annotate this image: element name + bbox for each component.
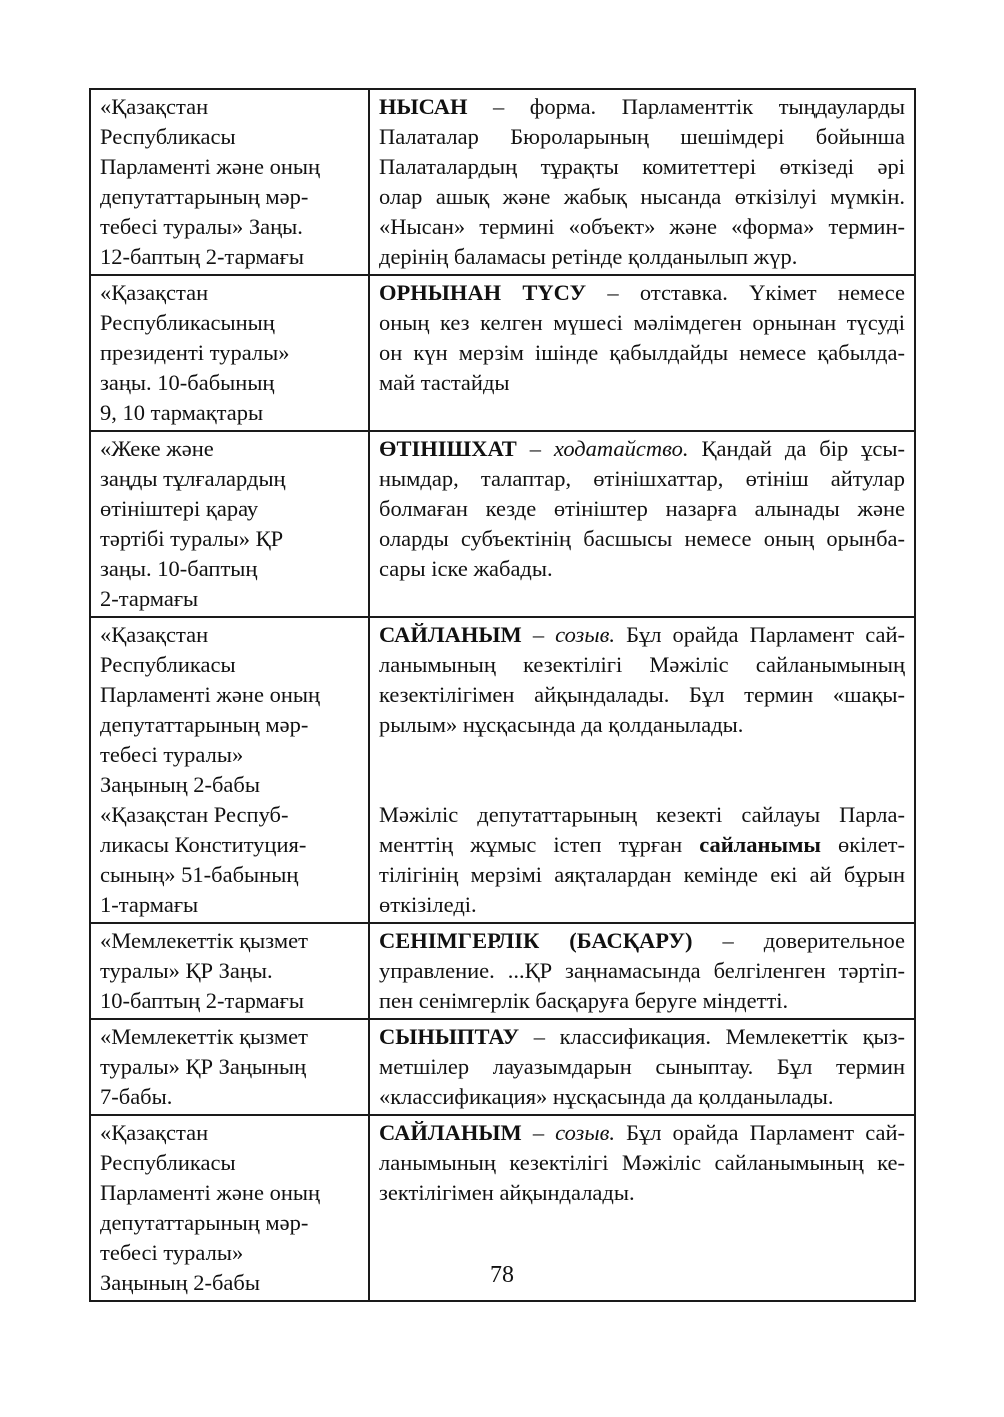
source-line: 10-баптың 2-тармағы (100, 988, 304, 1013)
definition-line: оларды субъектінің басшысы немесе оның орынба- (379, 526, 905, 551)
source-line: тебесі туралы» (100, 742, 244, 767)
dash: – (521, 1120, 556, 1145)
terms-table (89, 88, 916, 1302)
definition-line: ланымының кезектілігі Мәжіліс сайланымының ке- (379, 1150, 905, 1175)
term-heading: САЙЛАНЫМ (379, 622, 522, 647)
source-line: заңы. 10-бабының (100, 370, 275, 395)
term-heading: ӨТІНІШХАТ (379, 436, 517, 461)
source-line: депутаттарының мәр- (100, 712, 309, 737)
dash: – (692, 928, 764, 953)
definition-line: болмаған кезде өтініштер назарға алынады және (379, 496, 905, 521)
definition-line: он күн мерзім ішінде қабылдайды немесе қабылда- (379, 340, 905, 365)
source-line: Республикасы (100, 652, 236, 677)
table-row (90, 89, 915, 275)
page-number: 78 (490, 1262, 514, 1288)
term-heading: САЙЛАНЫМ (379, 1120, 522, 1145)
definition-line: тілігінің мерзімі аяқталардан кемінде екі ай бұрын (379, 862, 905, 887)
definition-line: олар ашық және жабық нысанда өткізілуі мүмкін. (379, 184, 905, 209)
definition-line: доверительное (763, 928, 906, 953)
source-line: Парламенті және оның (100, 154, 321, 179)
definition-cell (369, 923, 915, 1019)
definition-line: кезектілігімен айқындалады. Бұл термин «шақы- (379, 682, 905, 707)
source-line: «Қазақстан (100, 280, 209, 305)
source-line: Парламенті және оның (100, 682, 321, 707)
definition-line: ланымының кезектілігі Мәжіліс сайланымының (379, 652, 905, 677)
dash: – (521, 622, 556, 647)
definition-cell (369, 431, 915, 617)
source-line: туралы» ҚР Заңының (100, 1054, 307, 1079)
source-line: Республикасы (100, 124, 236, 149)
dash: – (467, 94, 530, 119)
source-line: 9, 10 тармақтары (100, 400, 264, 425)
dash: – (519, 1024, 560, 1049)
definition-cell (369, 1019, 915, 1115)
source-cell (90, 89, 369, 275)
source-line: «Қазақстан Респуб- (100, 802, 289, 827)
definition-line: дерінің баламасы ретінде қолданылып жүр. (379, 244, 798, 269)
table-row (90, 617, 915, 923)
definition-line: зектілігімен айқындалады. (379, 1180, 635, 1205)
source-line: «Қазақстан (100, 1120, 209, 1145)
definition-cell (369, 617, 915, 923)
term-heading: СЕНІМГЕРЛІК (БАСҚАРУ) (379, 928, 693, 953)
source-cell (90, 431, 369, 617)
source-line: 2-тармағы (100, 586, 199, 611)
source-line: Парламенті және оның (100, 1180, 321, 1205)
definition-line: өкілет- (838, 832, 906, 857)
definition-line: отставка. Үкімет немесе (639, 280, 905, 305)
table-row (90, 1019, 915, 1115)
definition-line: управление. ...ҚР заңнамасында белгіленген тәртіп- (379, 958, 905, 983)
source-line: сының» 51-бабының (100, 862, 299, 887)
source-line: заңды тұлғалардың (100, 466, 286, 491)
russian-equivalent: созыв. (555, 622, 615, 647)
term-heading: ОРНЫНАН ТҮСУ (379, 280, 587, 305)
russian-equivalent: созыв. (555, 1120, 615, 1145)
source-line: Заңының 2-бабы (100, 1270, 260, 1295)
source-line: заңы. 10-баптың (100, 556, 258, 581)
source-line: «Қазақстан (100, 94, 209, 119)
source-line: президенті туралы» (100, 340, 290, 365)
definition-line: «классификация» нұсқасында да қолданылады. (379, 1084, 834, 1109)
definition-line: рылым» нұсқасында да қолданылады. (379, 712, 744, 737)
definition-line: форма. Парламенттік тыңдауларды (529, 94, 905, 119)
term-heading: СЫНЫПТАУ (379, 1024, 520, 1049)
source-cell (90, 275, 369, 431)
table-row (90, 275, 915, 431)
definition-line: классификация. Мемлекеттік қыз- (559, 1024, 905, 1049)
source-line: 7-бабы. (100, 1084, 173, 1109)
table-row (90, 431, 915, 617)
source-line: 12-баптың 2-тармағы (100, 244, 304, 269)
definition-cell (369, 89, 915, 275)
source-line: «Қазақстан (100, 622, 209, 647)
source-line: тебесі туралы» Заңы. (100, 214, 303, 239)
definition-line: пен сенімгерлік басқаруға беруге міндетті. (379, 988, 789, 1013)
definition-line: Мәжіліс депутаттарының кезекті сайлауы Парла- (379, 802, 905, 827)
definition-line: нымдар, талаптар, өтінішхаттар, өтініш айтулар (379, 466, 905, 491)
dash: – (586, 280, 640, 305)
definition-line: өткізіледі. (379, 892, 477, 917)
source-cell (90, 923, 369, 1019)
definition-line: метшілер лауазымдарын сыныптау. Бұл термин (379, 1054, 905, 1079)
definition-line: Бұл орайда Парламент сай- (626, 1120, 905, 1145)
bold-term: сайланымы (699, 832, 821, 857)
source-line: «Мемлекеттік қызмет (100, 928, 308, 953)
definition-cell (369, 275, 915, 431)
russian-equivalent: ходатайство. (553, 436, 689, 461)
definition-line: Палаталар Бюроларының шешімдері бойынша (379, 124, 905, 149)
source-line: туралы» ҚР Заңы. (100, 958, 273, 983)
term-heading: НЫСАН (379, 94, 468, 119)
source-line: депутаттарының мәр- (100, 184, 309, 209)
source-line: Республикасының (100, 310, 275, 335)
dash: – (516, 436, 554, 461)
definition-line: Бұл орайда Парламент сай- (626, 622, 905, 647)
definition-line: Палаталардың тұрақты комитеттері өткізеді әрі (379, 154, 905, 179)
source-line: Заңының 2-бабы (100, 772, 260, 797)
definition-line: Қандай да бір ұсы- (701, 436, 905, 461)
source-cell (90, 1019, 369, 1115)
source-line: тебесі туралы» (100, 1240, 244, 1265)
source-line: тәртібі туралы» ҚР (100, 526, 284, 551)
source-cell (90, 617, 369, 923)
source-line: «Мемлекеттік қызмет (100, 1024, 308, 1049)
source-line: депутаттарының мәр- (100, 1210, 309, 1235)
source-line: Республикасы (100, 1150, 236, 1175)
definition-line: оның кез келген мүшесі мәлімдеген орнынан түсуді (379, 310, 905, 335)
source-line: «Жеке және (100, 436, 214, 461)
table-row (90, 923, 915, 1019)
source-line: 1-тармағы (100, 892, 199, 917)
source-line: ликасы Конституция- (100, 832, 307, 857)
definition-line: сары іске жабады. (379, 556, 553, 581)
definition-line: «Нысан» термині «объект» және «форма» термин- (379, 214, 905, 239)
definition-line: менттің жұмыс істеп тұрған (379, 832, 683, 857)
source-line: өтініштері қарау (100, 496, 259, 521)
definition-line: май тастайды (379, 370, 510, 395)
